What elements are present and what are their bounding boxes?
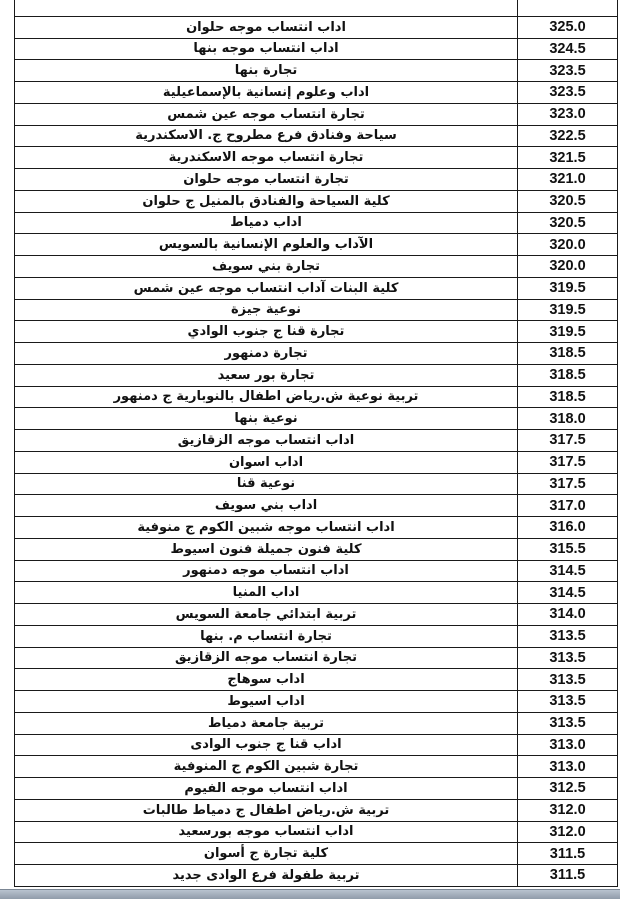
- table-row: [15, 408, 618, 430]
- faculty-name-cell: اداب انتساب موجه دمنهور: [15, 560, 518, 582]
- faculty-name-cell: تربية نوعية ش.رياض اطفال بالنوبارية ج دمنهور: [15, 386, 518, 408]
- cutoff-scores-table: [14, 0, 618, 887]
- cutoff-score-cell: 319.5: [518, 277, 618, 299]
- cutoff-score-cell: 323.0: [518, 103, 618, 125]
- faculty-name-cell: سياحة وفنادق فرع مطروح ج. الاسكندرية: [15, 125, 518, 147]
- faculty-name-cell: اداب انتساب موجه شبين الكوم ج منوفية: [15, 517, 518, 539]
- faculty-name-cell: اداب انتساب موجه الزقازيق: [15, 430, 518, 452]
- table-row: [15, 778, 618, 800]
- table-row: [15, 712, 618, 734]
- faculty-name-cell: تجارة انتساب موجه الاسكندرية: [15, 147, 518, 169]
- faculty-name-cell: الآداب والعلوم الإنسانية بالسويس: [15, 234, 518, 256]
- faculty-name-cell: تربية ش.رياض اطفال ج دمياط طالبات: [15, 799, 518, 821]
- cutoff-score-cell: 313.0: [518, 756, 618, 778]
- table-row: [15, 691, 618, 713]
- cutoff-score-cell: 317.5: [518, 430, 618, 452]
- faculty-name-cell: تربية طفولة فرع الوادى جديد: [15, 865, 518, 887]
- cutoff-score-cell: 318.5: [518, 364, 618, 386]
- faculty-name-cell: تربية جامعة دمياط: [15, 712, 518, 734]
- table-row: [15, 647, 618, 669]
- table-row: [15, 843, 618, 865]
- cutoff-score-cell: 317.5: [518, 451, 618, 473]
- table-row: [15, 125, 618, 147]
- table-row: [15, 103, 618, 125]
- cutoff-score-cell: 320.5: [518, 212, 618, 234]
- table-row: [15, 560, 618, 582]
- table-row: [15, 82, 618, 104]
- faculty-name-cell: تجارة بني سويف: [15, 256, 518, 278]
- faculty-name-cell: تجارة بور سعيد: [15, 364, 518, 386]
- faculty-name-cell: اداب قنا ج جنوب الوادى: [15, 734, 518, 756]
- table-row: [15, 473, 618, 495]
- table-row: [15, 256, 618, 278]
- cutoff-score-cell: 313.5: [518, 647, 618, 669]
- faculty-name-cell: نوعية بنها: [15, 408, 518, 430]
- table-row: [15, 865, 618, 887]
- cutoff-score-cell: [518, 0, 618, 16]
- cutoff-score-cell: 320.0: [518, 256, 618, 278]
- faculty-name-cell: اداب انتساب موجه الفيوم: [15, 778, 518, 800]
- cutoff-score-cell: 312.0: [518, 799, 618, 821]
- table-row: [15, 451, 618, 473]
- cutoff-score-cell: 313.5: [518, 625, 618, 647]
- faculty-name-cell: [15, 0, 518, 16]
- cutoff-score-cell: 325.0: [518, 16, 618, 38]
- faculty-name-cell: تجارة دمنهور: [15, 343, 518, 365]
- table-row: [15, 364, 618, 386]
- faculty-name-cell: تجارة انتساب موجه الزقازيق: [15, 647, 518, 669]
- table-row: [15, 0, 618, 16]
- cutoff-score-cell: 314.5: [518, 560, 618, 582]
- faculty-name-cell: كلية البنات آداب انتساب موجه عين شمس: [15, 277, 518, 299]
- cutoff-score-cell: 320.5: [518, 190, 618, 212]
- cutoff-score-cell: 311.5: [518, 843, 618, 865]
- cutoff-score-cell: 319.5: [518, 299, 618, 321]
- faculty-name-cell: اداب المنيا: [15, 582, 518, 604]
- cutoff-score-cell: 314.5: [518, 582, 618, 604]
- faculty-name-cell: تجارة قنا ج جنوب الوادي: [15, 321, 518, 343]
- table-row: [15, 582, 618, 604]
- table-row: [15, 669, 618, 691]
- faculty-name-cell: تجارة انتساب موجه حلوان: [15, 169, 518, 191]
- cutoff-score-cell: 321.5: [518, 147, 618, 169]
- table-row: [15, 517, 618, 539]
- table-row: [15, 169, 618, 191]
- faculty-name-cell: اداب انتساب موجه بورسعيد: [15, 821, 518, 843]
- table-row: [15, 430, 618, 452]
- table-row: [15, 604, 618, 626]
- table-row: [15, 756, 618, 778]
- faculty-name-cell: نوعية جيزة: [15, 299, 518, 321]
- table-row: [15, 343, 618, 365]
- cutoff-score-cell: 313.0: [518, 734, 618, 756]
- table-row: [15, 16, 618, 38]
- cutoff-score-cell: 321.0: [518, 169, 618, 191]
- table-body: [15, 0, 618, 886]
- table-row: [15, 234, 618, 256]
- faculty-name-cell: اداب انتساب موجه حلوان: [15, 16, 518, 38]
- table-row: [15, 799, 618, 821]
- cutoff-score-cell: 315.5: [518, 538, 618, 560]
- cutoff-score-cell: 318.5: [518, 386, 618, 408]
- cutoff-score-cell: 311.5: [518, 865, 618, 887]
- cutoff-score-cell: 324.5: [518, 38, 618, 60]
- cutoff-score-cell: 313.5: [518, 691, 618, 713]
- table-row: [15, 625, 618, 647]
- cutoff-score-cell: 317.5: [518, 473, 618, 495]
- faculty-name-cell: نوعية قنا: [15, 473, 518, 495]
- faculty-name-cell: اداب اسيوط: [15, 691, 518, 713]
- faculty-name-cell: تجارة انتساب م. بنها: [15, 625, 518, 647]
- table-row: [15, 495, 618, 517]
- cutoff-score-cell: 312.0: [518, 821, 618, 843]
- cutoff-score-cell: 313.5: [518, 669, 618, 691]
- table-row: [15, 212, 618, 234]
- table-row: [15, 321, 618, 343]
- cutoff-score-cell: 316.0: [518, 517, 618, 539]
- cutoff-score-cell: 323.5: [518, 82, 618, 104]
- table-row: [15, 299, 618, 321]
- faculty-name-cell: اداب دمياط: [15, 212, 518, 234]
- table-row: [15, 386, 618, 408]
- faculty-name-cell: اداب سوهاج: [15, 669, 518, 691]
- faculty-name-cell: اداب وعلوم إنسانية بالإسماعيلية: [15, 82, 518, 104]
- window-bottom-edge: [0, 889, 620, 899]
- faculty-name-cell: تجارة شبين الكوم ج المنوفية: [15, 756, 518, 778]
- cutoff-score-cell: 318.5: [518, 343, 618, 365]
- cutoff-score-cell: 312.5: [518, 778, 618, 800]
- faculty-name-cell: اداب بني سويف: [15, 495, 518, 517]
- table-row: [15, 538, 618, 560]
- faculty-name-cell: تربية ابتدائي جامعة السويس: [15, 604, 518, 626]
- cutoff-score-cell: 319.5: [518, 321, 618, 343]
- table-row: [15, 190, 618, 212]
- faculty-name-cell: تجارة بنها: [15, 60, 518, 82]
- cutoff-score-cell: 313.5: [518, 712, 618, 734]
- cutoff-score-cell: 314.0: [518, 604, 618, 626]
- faculty-name-cell: اداب اسوان: [15, 451, 518, 473]
- table-row: [15, 821, 618, 843]
- faculty-name-cell: كلية فنون جميلة فنون اسيوط: [15, 538, 518, 560]
- cutoff-score-cell: 317.0: [518, 495, 618, 517]
- table-row: [15, 147, 618, 169]
- faculty-name-cell: كلية تجارة ج أسوان: [15, 843, 518, 865]
- cutoff-score-cell: 322.5: [518, 125, 618, 147]
- cutoff-score-cell: 323.5: [518, 60, 618, 82]
- cutoff-score-cell: 320.0: [518, 234, 618, 256]
- table-row: [15, 277, 618, 299]
- faculty-name-cell: تجارة انتساب موجه عين شمس: [15, 103, 518, 125]
- table-row: [15, 60, 618, 82]
- table-row: [15, 734, 618, 756]
- cutoff-score-cell: 318.0: [518, 408, 618, 430]
- faculty-name-cell: اداب انتساب موجه بنها: [15, 38, 518, 60]
- table-row: [15, 38, 618, 60]
- faculty-name-cell: كلية السياحة والفنادق بالمنيل ج حلوان: [15, 190, 518, 212]
